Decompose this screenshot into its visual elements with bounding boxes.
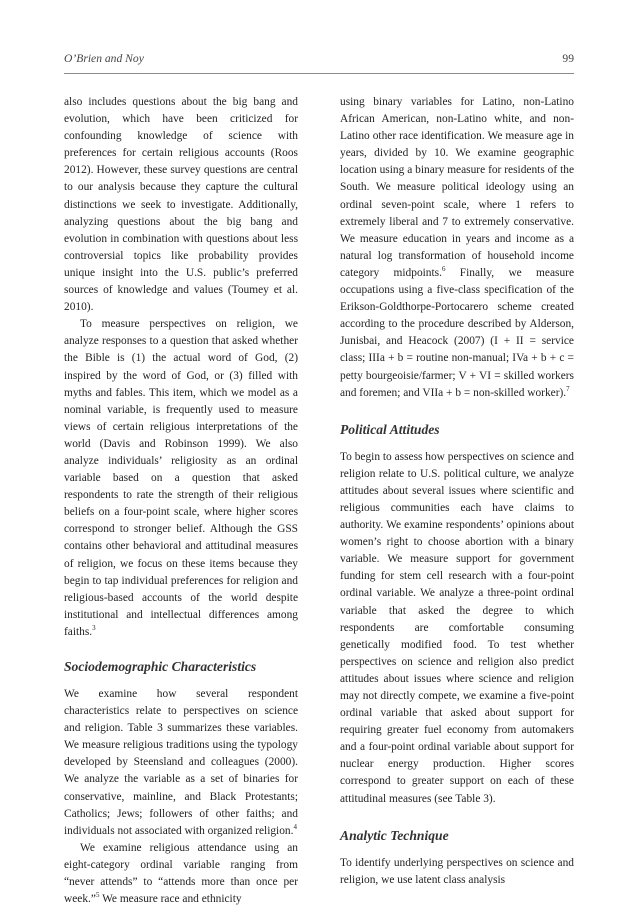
paragraph [340, 94, 574, 402]
page-number: 99 [562, 52, 574, 65]
section-heading: Sociodemographic Characteristics [64, 659, 257, 674]
paragraph [64, 840, 298, 908]
footnote-marker[interactable]: 5 [95, 891, 100, 900]
paragraph-text: using binary variables for Latino, non-Latino African American, non-Latino white, and non-Latino other race identification. We measure age in years, divided by 10. We examine geographic location using a binary measure for residents of the South. We measure political ideology using an ordinal seven-point scale, where 1 refers to extremely liberal and 7 to extremely conservative. We measure education in years and income as a natural log transformation of household income category midpoints. [340, 96, 574, 279]
paragraph: To begin to assess how perspectives on science and religion relate to U.S. political culture, we analyze attitudes about several issues where scientific and religious communities each have claims to authority. We examine respondents’ opinions about women’s right to choose abortion with a binary variable. We measure support for government funding for stem cell research with a four-point ordinal variable. We analyze a three-point ordinal variable that asked the degree to which respondents are comfortable consuming genetically modified food. To test whether perspectives on science and religion also predict attitudes about issues where science and religion may not directly compete, we examine a five-point ordinal variable that asked about support for requiring greater fuel economy from automakers and a four-point ordinal variable about support for nuclear energy production. Higher scores correspond to greater support on each of these attitudinal measures (see Table 3). [340, 450, 574, 805]
running-header [64, 52, 574, 72]
footnote-marker[interactable]: 4 [293, 822, 297, 831]
paragraph-text: We examine how several respondent characteristics relate to perspectives on science and religion. Table 3 summarizes these variables. We measure religious traditions using the typology developed by Steensland and colleagues (2000). We analyze the variable as a set of binaries for conservative, mainline, and Black Protestants; Catholics; Jews; followers of other faiths; and individuals not associated with organized religion. [64, 688, 298, 837]
section-heading: Analytic Technique [340, 827, 449, 843]
paragraph-text: Finally, we measure occupations using a five-class specification of the Erikson-Goldthorpe-Portocarero scheme created according to the procedure described by Alderson, Junisbai, and Heacock (2007) (I + II = service class; IIIa + b = routine non-manual; IVa + b + c = petty bourgeoisie/farmer; V + VI = skilled workers and foremen; and VIIa + b = non-skilled worker). [340, 266, 575, 399]
footnote-marker[interactable]: 7 [566, 384, 570, 393]
left-column [64, 94, 298, 908]
paragraph [64, 686, 298, 840]
paragraph: also includes questions about the big bang and evolution, which have been criticized for confounding knowledge of science with preferences for certain religious accounts (Roos 2012). However, these survey questions are central to our analysis because they capture the cultural distinctions we seek to investigate. Additionally, analyzing questions about the big bang and evolution in combination with questions about less controversial topics like probability provides unique insight into the U.S. public’s preferred sources of knowledge and values (Toumey et al. 2010). [64, 96, 298, 314]
paragraph-text: We examine religious attendance using an eight-category ordinal variable ranging from “never attends” to “attends more than once per week.” [64, 841, 298, 906]
paragraph-text: To measure perspectives on religion, we analyze responses to a question that asked whether the Bible is (1) the actual word of God, (2) inspired by the word of God, or (3) filled with myths and fables. This item, which we model as a nominal variable, is frequently used to measure views of certain religious interpretations of the world (Davis and Robinson 1999). We also analyze individuals’ religiosity as an ordinal variable based on a question that asked respondents to rate the strength of their religious beliefs on a four-point scale, where higher scores correspond to stronger belief. Although the GSS contains other behavioral and attitudinal measures of religion, we focus on these items because they begin to tap individual preferences for religion and religious-based accounts of the world despite institutional and intellectual differences among faiths. [64, 318, 298, 638]
footnote-marker[interactable]: 6 [441, 265, 446, 274]
paragraph-text: We measure race and ethnicity [99, 893, 242, 906]
header-rule [64, 73, 574, 74]
running-header-authors: O’Brien and Noy [64, 52, 144, 65]
right-column [340, 94, 574, 889]
paragraph: To identify underlying perspectives on science and religion, we use latent class analysis [340, 856, 574, 886]
footnote-marker[interactable]: 3 [92, 624, 96, 633]
section-heading: Political Attitudes [340, 421, 440, 437]
paragraph [64, 316, 298, 641]
